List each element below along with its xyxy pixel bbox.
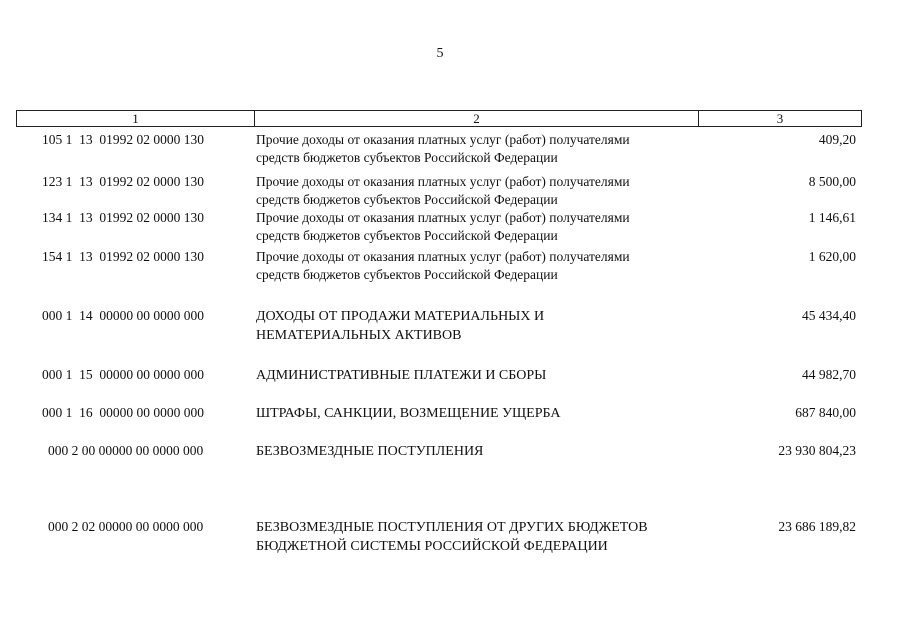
income-name-line: БЮДЖЕТНОЙ СИСТЕМЫ РОССИЙСКОЙ ФЕДЕРАЦИИ [256,539,608,554]
income-name [256,366,696,385]
budget-code: 000 1 14 00000 00 0000 000 [42,308,204,323]
income-name-line: НЕМАТЕРИАЛЬНЫХ АКТИВОВ [256,328,462,343]
income-name-line: ШТРАФЫ, САНКЦИИ, ВОЗМЕЩЕНИЕ УЩЕРБА [256,406,561,421]
income-name-line: Прочие доходы от оказания платных услуг (работ) получателями [256,174,630,189]
income-name-line: Прочие доходы от оказания платных услуг (работ) получателями [256,249,630,264]
budget-code: 134 1 13 01992 02 0000 130 [42,210,204,225]
income-name-line: средств бюджетов субъектов Российской Федерации [256,150,558,165]
header-column-3: 3 [776,111,784,126]
amount: 44 982,70 [802,367,856,382]
income-name [256,307,696,345]
income-name [256,173,696,209]
income-name [256,209,696,245]
budget-code: 105 1 13 01992 02 0000 130 [42,132,204,147]
amount: 1 146,61 [808,210,856,225]
income-name-line: АДМИНИСТРАТИВНЫЕ ПЛАТЕЖИ И СБОРЫ [256,368,547,383]
income-name-line: средств бюджетов субъектов Российской Федерации [256,228,558,243]
income-name-line: средств бюджетов субъектов Российской Федерации [256,267,558,282]
income-name-line: ДОХОДЫ ОТ ПРОДАЖИ МАТЕРИАЛЬНЫХ И [256,309,545,324]
income-name-line: средств бюджетов субъектов Российской Федерации [256,192,558,207]
budget-code: 154 1 13 01992 02 0000 130 [42,249,204,264]
budget-code: 000 2 02 00000 00 0000 000 [48,519,204,534]
header-column-1: 1 [17,111,255,126]
amount: 409,20 [818,132,856,147]
budget-code: 000 1 16 00000 00 0000 000 [42,405,204,420]
income-name-line: БЕЗВОЗМЕЗДНЫЕ ПОСТУПЛЕНИЯ ОТ ДРУГИХ БЮДЖЕТОВ [256,520,648,535]
income-name [256,404,696,423]
amount: 1 620,00 [808,249,856,264]
budget-code: 000 2 00 00000 00 0000 000 [48,443,204,458]
header-column-2: 2 [255,111,699,126]
income-name-line: Прочие доходы от оказания платных услуг (работ) получателями [256,132,630,147]
income-name-line: Прочие доходы от оказания платных услуг (работ) получателями [256,210,630,225]
budget-code: 123 1 13 01992 02 0000 130 [42,174,204,189]
income-name [256,442,696,461]
income-name [256,248,696,284]
amount: 8 500,00 [808,174,856,189]
income-name [256,131,696,167]
income-name-line: БЕЗВОЗМЕЗДНЫЕ ПОСТУПЛЕНИЯ [256,444,484,459]
amount: 23 686 189,82 [778,519,856,534]
budget-code: 000 1 15 00000 00 0000 000 [42,367,204,382]
income-name [256,518,696,556]
amount: 23 930 804,23 [778,443,856,458]
table-header [16,110,862,127]
amount: 45 434,40 [802,308,856,323]
amount: 687 840,00 [795,405,856,420]
page-number: 5 [436,46,444,61]
